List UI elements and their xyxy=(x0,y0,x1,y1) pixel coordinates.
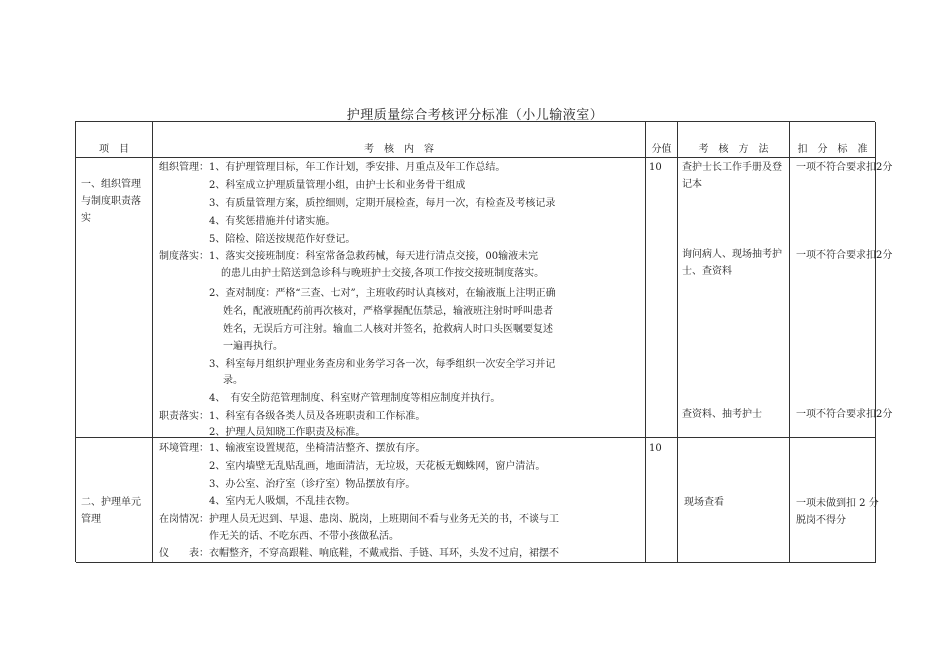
header-deduction: 扣 分 标 准 xyxy=(790,122,876,158)
content-line: 职责落实：1、科室有各级各类人员及各班职责和工作标准。 xyxy=(159,411,426,422)
section2-deduction-1: 一项未做到扣 2 分 xyxy=(796,498,879,509)
section2-item: 二、护理单元管理 xyxy=(81,497,141,525)
content-line: 2、查对制度：严格“三查、七对”，主班收药时认真核对，在输液瓶上注明正确 xyxy=(209,288,556,299)
section2-deduction-2: 脱岗不得分 xyxy=(796,515,846,526)
content-line: 在岗情况：护理人员无迟到、早退、患岗、脱岗，上班期间不看与业务无关的书，不谈与工 xyxy=(159,514,559,525)
section2-score: 10 xyxy=(649,443,662,454)
content-line: 4、 有安全防范管理制度、科室财产管理制度等相应制度并执行。 xyxy=(209,393,501,404)
content-line: 录。 xyxy=(223,375,243,386)
content-line: 一遍再执行。 xyxy=(223,341,283,352)
section2-method-cell xyxy=(678,438,790,563)
content-line: 的患儿由护士陪送到急诊科与晚班护士交接,各项工作按交接班制度落实。 xyxy=(221,268,545,279)
section1-deduction-cell xyxy=(790,158,893,438)
section1-deduction-3: 一项不符合要求扣2分 xyxy=(796,409,893,420)
content-line: 2、室内墙壁无乱贴乱画，地面清洁，无垃圾，天花板无蜘蛛网，窗户清洁。 xyxy=(209,461,546,472)
section1-item-cell xyxy=(76,158,153,438)
content-line: 仪 表：衣帽整齐，不穿高跟鞋、响底鞋，不戴戒指、手链、耳环，头发不过肩，裙摆不 xyxy=(159,548,559,559)
content-line: 姓名，无误后方可注射。输血二人核对并签名，抢救病人时口头医嘱要复述 xyxy=(223,324,553,335)
section1-item: 一、组织管理与制度职责落实 xyxy=(81,179,141,224)
content-line: 4、室内无人吸烟，不乱挂衣物。 xyxy=(209,496,356,507)
content-line: 5、陪检、陪送按规范作好登记。 xyxy=(209,234,356,245)
section1-method-1: 查护士长工作手册及登记本 xyxy=(682,162,782,190)
section2-score-cell xyxy=(646,438,678,563)
content-line: 制度落实：1、落实交接班制度：科室常备急救药械，每天进行清点交接，00输液未完 xyxy=(159,251,539,262)
section1-content-cell xyxy=(153,158,646,438)
scoring-table xyxy=(75,121,893,562)
content-line: 姓名，配液班配药前再次核对，严格掌握配伍禁忌，输液班注射时呼叫患者 xyxy=(223,306,553,317)
content-line: 3、办公室、治疗室（诊疗室）物品摆放有序。 xyxy=(209,479,416,490)
section1-method-cell xyxy=(678,158,790,438)
header-score: 分值 xyxy=(646,122,678,158)
section2-content-cell xyxy=(153,438,646,563)
header-content: 考 核 内 容 xyxy=(153,122,646,158)
section1-score: 10 xyxy=(649,162,662,173)
content-line: 3、有质量管理方案，质控细则，定期开展检查，每月一次，有检查及考核记录 xyxy=(209,198,556,209)
content-line: 环境管理：1、输液室设置规范，坐椅清洁整齐、摆放有序。 xyxy=(159,443,426,454)
section1-score-cell xyxy=(646,158,678,438)
content-line: 2、护理人员知晓工作职责及标准。 xyxy=(209,427,366,438)
content-line: 组织管理：1、有护理管理目标，年工作计划，季安排、月重点及年工作总结。 xyxy=(159,162,506,173)
section1-method-3: 查资料、抽考护士 xyxy=(682,409,762,420)
content-line: 4、有奖惩措施并付诸实施。 xyxy=(209,216,336,227)
section2-deduction-cell xyxy=(790,438,879,563)
section1-deduction-2: 一项不符合要求扣2分 xyxy=(796,250,893,261)
header-method: 考 核 方 法 xyxy=(678,122,790,158)
section1-deduction-1: 一项不符合要求扣2分 xyxy=(796,162,893,173)
content-line: 2、科室成立护理质量管理小组，由护士长和业务骨干组成 xyxy=(209,180,466,191)
content-line: 作无关的话、不吃东西、不带小孩做私活。 xyxy=(209,531,399,542)
section2-item-cell xyxy=(76,438,153,563)
document-title: 护理质量综合考核评分标准（小儿输液室） xyxy=(346,108,604,123)
header-item: 项 目 xyxy=(76,122,153,158)
section2-method: 现场查看 xyxy=(684,497,724,508)
content-line: 3、科室每月组织护理业务查房和业务学习各一次，每季组织一次安全学习并记 xyxy=(209,359,556,370)
section1-method-2: 询问病人、现场抽考护士、查资料 xyxy=(682,249,782,277)
